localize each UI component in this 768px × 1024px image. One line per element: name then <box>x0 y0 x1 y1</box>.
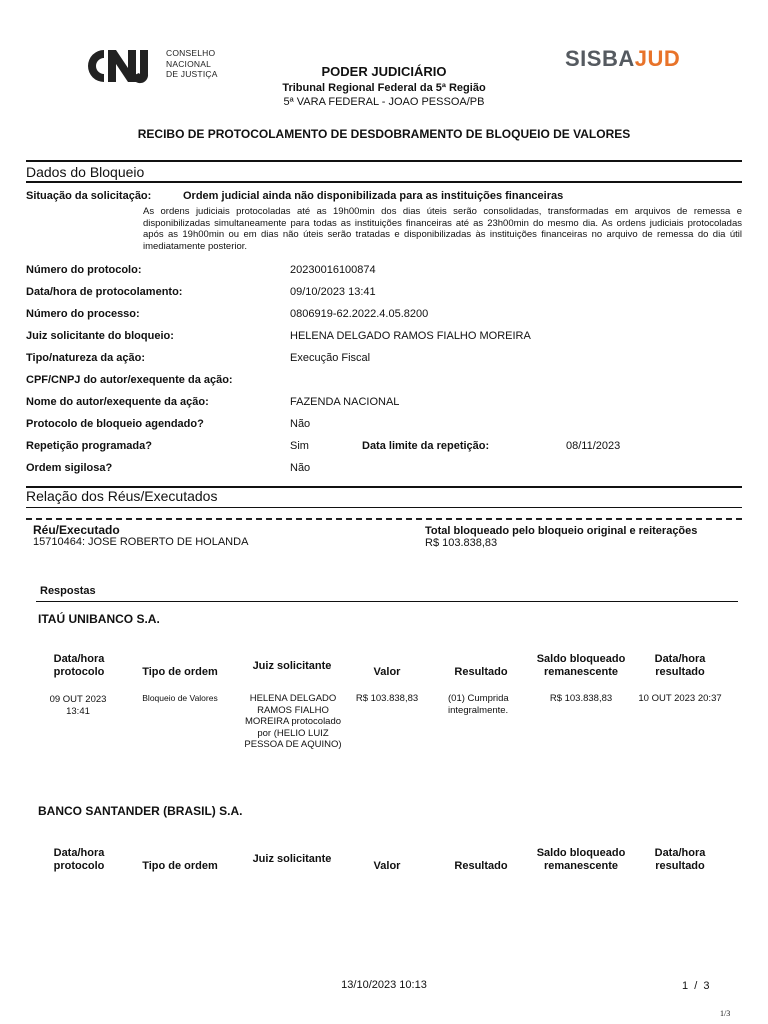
footer-page: 1 / 3 <box>682 980 710 992</box>
col-header-juiz: Juiz solicitante <box>252 660 332 672</box>
total-label: Total bloqueado pelo bloqueio original e reiterações <box>425 525 698 537</box>
field-value-sigilosa: Não <box>290 462 311 474</box>
data-limite-label: Data limite da repetição: <box>362 440 490 452</box>
field-value-protocolo: 20230016100874 <box>290 264 376 276</box>
field-value-tipo-acao: Execução Fiscal <box>290 352 371 364</box>
field-label: Ordem sigilosa? <box>26 462 113 474</box>
field-label: Repetição programada? <box>26 440 152 452</box>
col-header-valor: Valor <box>373 666 401 678</box>
col-header-tipo-ordem: Tipo de ordem <box>142 860 218 872</box>
field-value-agendado: Não <box>290 418 311 430</box>
section-dados-title: Dados do Bloqueio <box>26 164 145 180</box>
receipt-title: RECIBO DE PROTOCOLAMENTO DE DESDOBRAMENTO DE BLOQUEIO DE VALORES <box>137 127 631 141</box>
divider <box>26 507 742 508</box>
bank-name-itau: ITAÚ UNIBANCO S.A. <box>38 612 160 626</box>
field-label: Número do protocolo: <box>26 264 142 276</box>
col-header-juiz: Juiz solicitante <box>252 853 332 865</box>
data-limite-value: 08/11/2023 <box>566 440 621 452</box>
cell-saldo: R$ 103.838,83 <box>549 693 613 704</box>
col-header-data-protocolo: Data/hora protocolo <box>53 847 105 872</box>
cell-resultado: (01) Cumprida integralmente. <box>448 693 509 716</box>
field-value-processo: 0806919-62.2022.4.05.8200 <box>290 308 429 320</box>
tribunal-name: Tribunal Regional Federal da 5ª Região <box>282 82 486 94</box>
col-header-saldo: Saldo bloqueado remanescente <box>536 847 626 872</box>
col-header-saldo: Saldo bloqueado remanescente <box>536 653 626 678</box>
divider <box>36 601 738 602</box>
col-header-data-protocolo: Data/hora protocolo <box>53 653 105 678</box>
col-header-tipo-ordem: Tipo de ordem <box>142 666 218 678</box>
field-label: CPF/CNPJ do autor/exequente da ação: <box>26 374 233 386</box>
col-header-valor: Valor <box>373 860 401 872</box>
col-header-data-resultado: Data/hora resultado <box>654 653 706 678</box>
cnj-logo-text: CONSELHO NACIONAL DE JUSTIÇA <box>166 48 218 79</box>
sisbajud-logo: SISBAJUD <box>565 46 681 71</box>
section-reus-title: Relação dos Réus/Executados <box>26 488 218 504</box>
respostas-title: Respostas <box>40 585 96 597</box>
col-header-data-resultado: Data/hora resultado <box>654 847 706 872</box>
footer-page-small: 1/3 <box>720 1009 731 1018</box>
vara-name: 5ª VARA FEDERAL - JOAO PESSOA/PB <box>283 96 485 108</box>
divider <box>26 160 742 162</box>
divider <box>26 181 742 183</box>
situacao-value: Ordem judicial ainda não disponibilizada para as instituições financeiras <box>183 190 564 202</box>
field-label: Tipo/natureza da ação: <box>26 352 145 364</box>
field-value-repeticao: Sim <box>290 440 309 452</box>
situacao-note: As ordens judiciais protocoladas até as 19h00min dos dias úteis serão consolidadas, transformadas em arquivos de remessa e disponibilizadas simultaneamente para todas as instituições financeiras até as 23h00min do mesmo dia. As ordens judiciais protocoladas após as 19h00min ou em dias não úteis serão tratadas e disponibilizadas às instituições financeiras no arquivo de remessa do dia útil imediatamente posterior. <box>143 206 742 252</box>
field-label: Data/hora de protocolamento: <box>26 286 183 298</box>
col-header-resultado: Resultado <box>454 666 508 678</box>
cell-data-protocolo: 09 OUT 2023 13:41 <box>49 694 107 717</box>
footer-timestamp: 13/10/2023 10:13 <box>341 979 427 991</box>
bank-name-santander: BANCO SANTANDER (BRASIL) S.A. <box>38 804 243 818</box>
field-label: Nome do autor/exequente da ação: <box>26 396 209 408</box>
total-value: R$ 103.838,83 <box>425 537 498 549</box>
cell-data-resultado: 10 OUT 2023 20:37 <box>638 693 722 704</box>
reu-label: Réu/Executado <box>33 523 120 537</box>
field-label: Número do processo: <box>26 308 140 320</box>
field-label: Juiz solicitante do bloqueio: <box>26 330 174 342</box>
field-label: Protocolo de bloqueio agendado? <box>26 418 204 430</box>
cell-tipo-ordem: Bloqueio de Valores <box>142 693 218 703</box>
situacao-label: Situação da solicitação: <box>26 190 152 202</box>
field-value-juiz: HELENA DELGADO RAMOS FIALHO MOREIRA <box>290 330 531 342</box>
field-value-autor: FAZENDA NACIONAL <box>290 396 400 408</box>
cell-valor: R$ 103.838,83 <box>355 693 419 704</box>
col-header-resultado: Resultado <box>454 860 508 872</box>
page-title: PODER JUDICIÁRIO <box>321 64 447 79</box>
field-value-data-protocolamento: 09/10/2023 13:41 <box>290 286 376 298</box>
dashed-divider <box>26 518 742 520</box>
reu-value: 15710464: JOSE ROBERTO DE HOLANDA <box>33 536 249 548</box>
cell-juiz: HELENA DELGADO RAMOS FIALHO MOREIRA protocolado por (HELIO LUIZ PESSOA DE AQUINO) <box>244 693 342 750</box>
